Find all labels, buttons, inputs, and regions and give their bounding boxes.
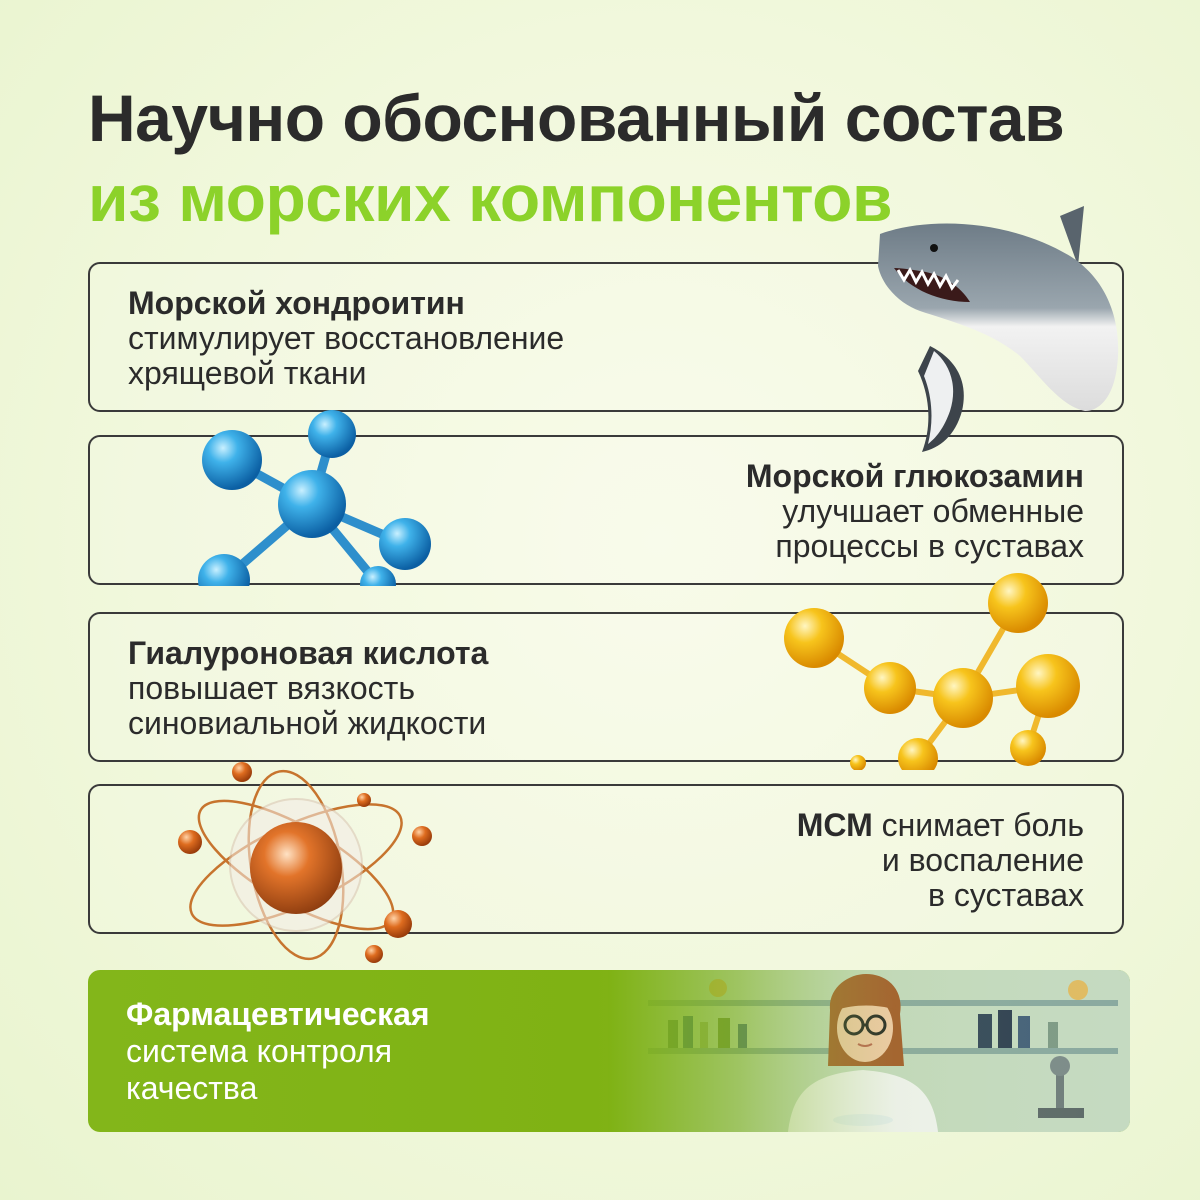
card-line: стимулирует восстановление: [128, 320, 565, 356]
card-title: Морской хондроитин: [128, 285, 465, 321]
title-line-2-accent: из морских компонентов: [88, 161, 893, 235]
banner-line: качества: [126, 1070, 258, 1106]
card-line: в суставах: [927, 877, 1084, 913]
lab-scientist-photo: [608, 970, 1130, 1132]
banner-text: [126, 996, 430, 1107]
card-line: процессы в суставах: [775, 528, 1084, 564]
yellow-molecule-illustration: [778, 568, 1108, 770]
card-hyaluronic-text: [128, 636, 488, 741]
card-line: улучшает обменные: [782, 493, 1084, 529]
card-line: хрящевой ткани: [128, 355, 367, 391]
card-line: и воспаление: [881, 842, 1084, 878]
title-line-1: Научно обоснованный состав: [88, 81, 1065, 155]
card-title: Гиалуроновая кислота: [128, 635, 489, 671]
card-title: Морской глюкозамин: [745, 458, 1084, 494]
banner-line: система контроля: [126, 1033, 393, 1069]
shark-illustration: [870, 206, 1120, 454]
card-chondroitin-text: [128, 286, 564, 391]
card-line: повышает вязкость: [128, 670, 415, 706]
banner-title: Фармацевтическая: [126, 996, 430, 1032]
card-title: МСМ: [796, 807, 873, 843]
card-line: синовиальной жидкости: [128, 705, 487, 741]
card-msm-text: [797, 808, 1084, 913]
card-line: снимает боль: [872, 807, 1084, 843]
card-glucosamine-text: [746, 459, 1084, 564]
orange-atom-illustration: [176, 760, 446, 970]
quality-control-banner: [88, 970, 1130, 1132]
blue-molecule-illustration: [180, 404, 440, 586]
